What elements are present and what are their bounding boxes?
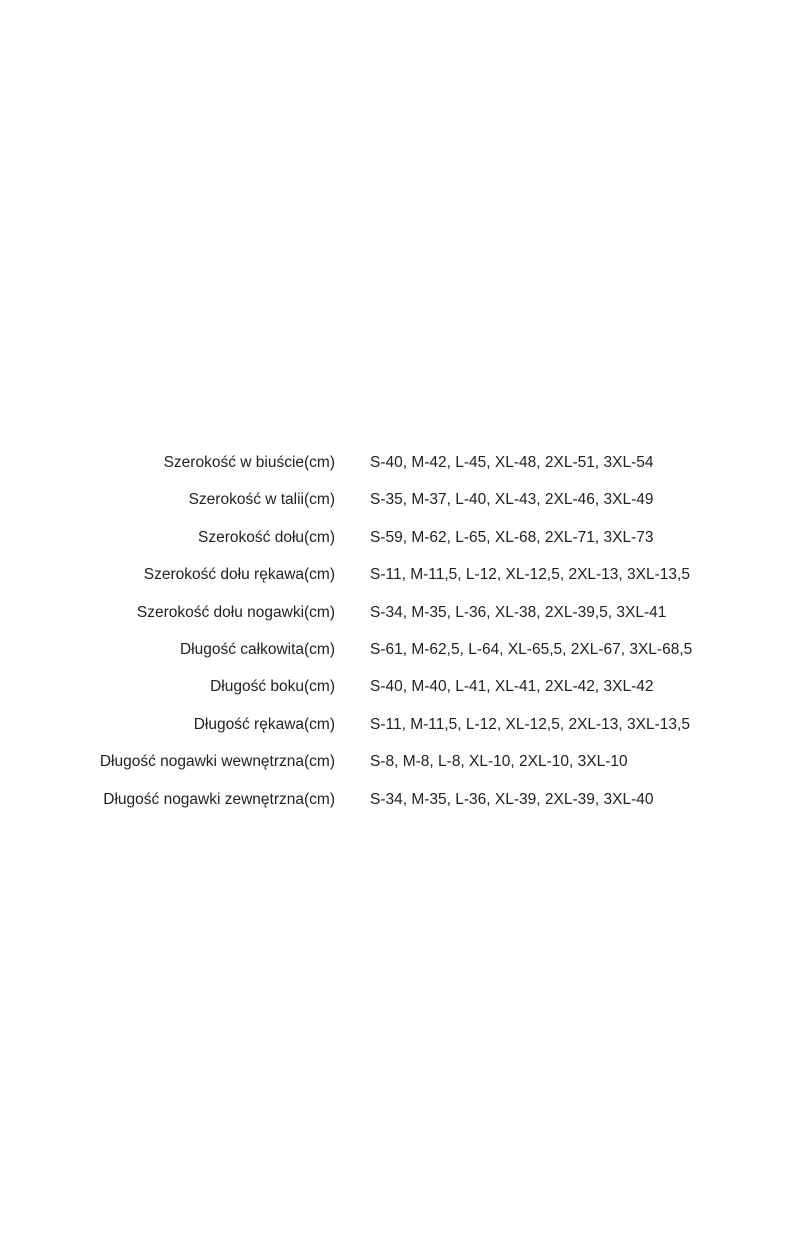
size-row-values: S-11, M-11,5, L-12, XL-12,5, 2XL-13, 3XL-13,5 — [370, 566, 690, 584]
size-row-values: S-34, M-35, L-36, XL-38, 2XL-39,5, 3XL-41 — [370, 603, 667, 621]
size-row-label: Długość boku(cm) — [210, 678, 335, 696]
size-row-bust-width — [0, 450, 810, 487]
size-row-values: S-35, M-37, L-40, XL-43, 2XL-46, 3XL-49 — [370, 491, 654, 509]
size-row-values: S-59, M-62, L-65, XL-68, 2XL-71, 3XL-73 — [370, 528, 654, 546]
size-row-outseam-length — [0, 787, 810, 824]
size-row-values: S-40, M-40, L-41, XL-41, 2XL-42, 3XL-42 — [370, 678, 654, 696]
size-row-values: S-34, M-35, L-36, XL-39, 2XL-39, 3XL-40 — [370, 790, 654, 808]
size-row-inseam-length — [0, 749, 810, 786]
size-row-label: Szerokość dołu(cm) — [198, 528, 335, 546]
size-row-label: Długość rękawa(cm) — [193, 715, 335, 733]
size-row-waist-width — [0, 487, 810, 524]
size-row-values: S-40, M-42, L-45, XL-48, 2XL-51, 3XL-54 — [370, 454, 654, 471]
size-row-side-length — [0, 674, 810, 711]
size-row-label: Długość nogawki zewnętrzna(cm) — [103, 790, 335, 808]
size-row-total-length — [0, 637, 810, 674]
size-row-hem-width — [0, 525, 810, 562]
size-chart-table — [0, 450, 810, 824]
size-row-label: Szerokość w talii(cm) — [188, 491, 335, 509]
size-row-label: Szerokość dołu nogawki(cm) — [136, 603, 335, 621]
size-row-values: S-11, M-11,5, L-12, XL-12,5, 2XL-13, 3XL-13,5 — [370, 715, 690, 733]
size-row-label: Długość całkowita(cm) — [179, 640, 335, 658]
size-row-leg-hem-width — [0, 600, 810, 637]
size-row-label: Szerokość dołu rękawa(cm) — [143, 566, 335, 584]
size-row-label: Szerokość w biuście(cm) — [163, 454, 335, 471]
size-row-sleeve-length — [0, 712, 810, 749]
size-row-sleeve-hem-width — [0, 562, 810, 599]
size-row-label: Długość nogawki wewnętrzna(cm) — [99, 753, 335, 771]
size-row-values: S-8, M-8, L-8, XL-10, 2XL-10, 3XL-10 — [370, 753, 628, 771]
size-row-values: S-61, M-62,5, L-64, XL-65,5, 2XL-67, 3XL-68,5 — [370, 640, 693, 658]
